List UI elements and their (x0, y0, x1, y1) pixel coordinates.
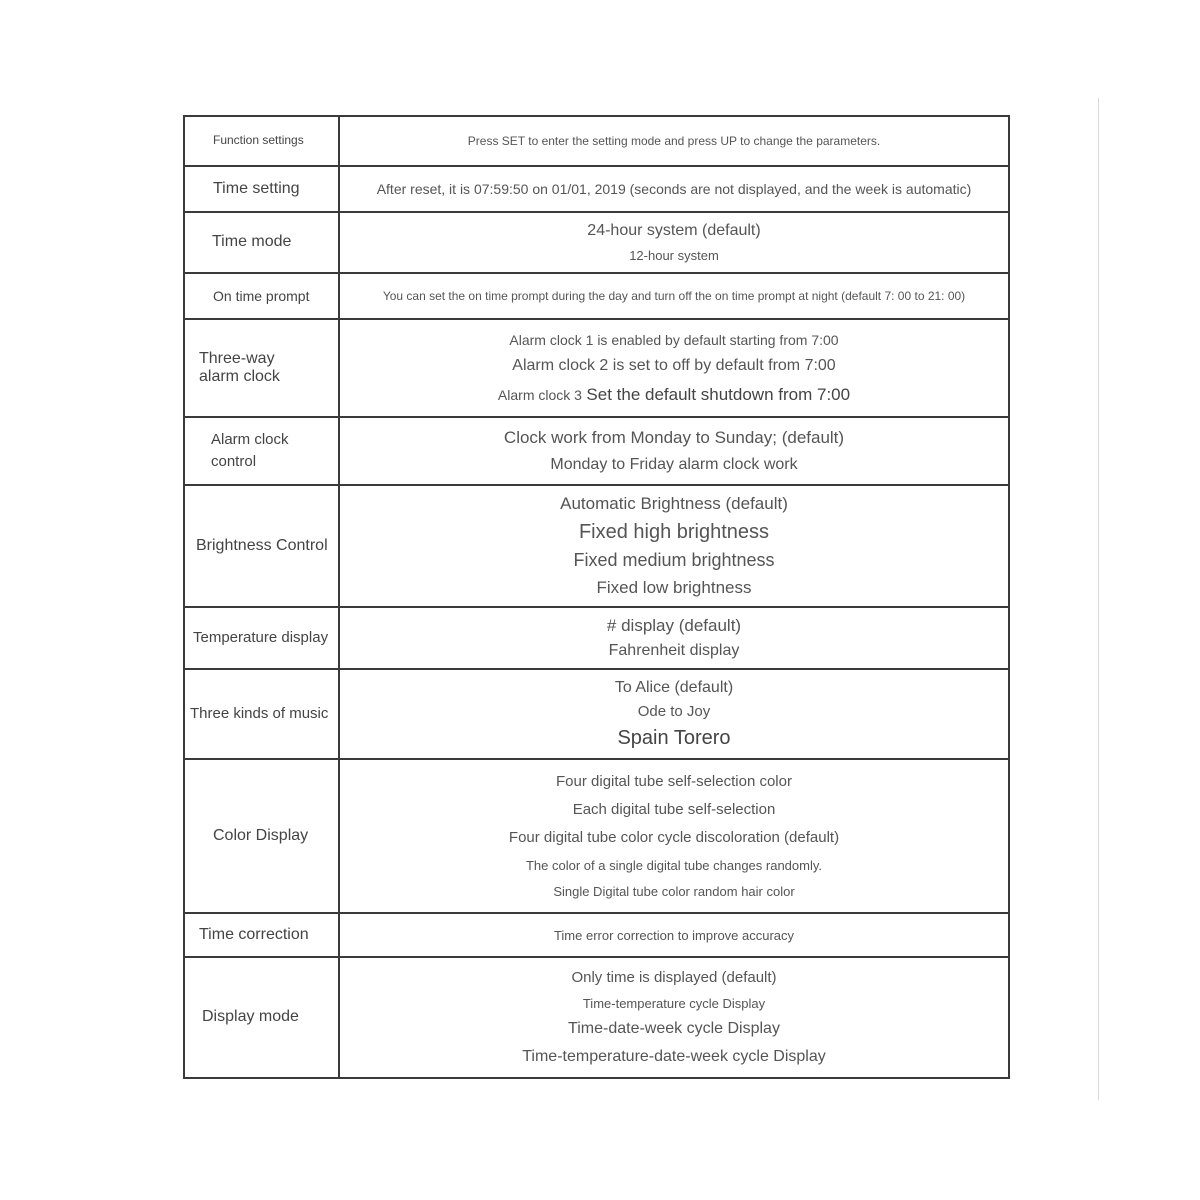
option-text: You can set the on time prompt during the day and turn off the on time prompt at night (default 7: 00 to 21: 00) (382, 289, 966, 303)
row-value-on-time-prompt (340, 274, 1008, 318)
option-text: Automatic Brightness (default) (560, 494, 788, 514)
row-value-three-kinds-of-music (340, 670, 1008, 758)
option-text: After reset, it is 07:59:50 on 01/01, 2019 (seconds are not displayed, and the week is automatic) (376, 181, 972, 197)
option-text: Clock work from Monday to Sunday; (default) (503, 428, 845, 447)
option-text: Fahrenheit display (608, 642, 740, 659)
option-text: Four digital tube self-selection color (556, 773, 792, 791)
option-text: Four digital tube color cycle discoloration (default) (508, 829, 840, 847)
function-settings-table (183, 115, 1010, 1079)
option-text: Monday to Friday alarm clock work (550, 456, 798, 473)
row-value-temperature-display (340, 608, 1008, 668)
option-text: Single Digital tube color random hair color (553, 883, 795, 899)
option-text: Spain Torero (617, 726, 731, 749)
option-text: Fixed medium brightness (573, 550, 775, 571)
table-row-display-mode (185, 956, 1008, 1077)
row-label-function-settings: Function settings (185, 117, 340, 165)
row-label-time-mode: Time mode (185, 213, 340, 272)
option-text: Fixed low brightness (596, 577, 752, 597)
option-text-part: Alarm clock 3 (497, 386, 582, 403)
table-row-three-kinds-of-music (185, 668, 1008, 758)
option-text: Ode to Joy (637, 703, 711, 720)
table-row-on-time-prompt (185, 272, 1008, 318)
row-label-on-time-prompt: On time prompt (185, 274, 340, 318)
row-label-line: Three-way (199, 349, 275, 367)
row-label-alarm-clock-control (185, 418, 340, 484)
row-label-time-setting: Time setting (185, 167, 340, 211)
row-value-display-mode (340, 958, 1008, 1077)
row-value-time-correction (340, 914, 1008, 956)
row-label-brightness-control: Brightness Control (185, 486, 340, 606)
row-label-three-kinds-of-music: Three kinds of music (185, 670, 340, 758)
table-row-time-correction (185, 912, 1008, 956)
option-text: Only time is displayed (default) (571, 969, 777, 987)
row-value-color-display (340, 760, 1008, 912)
row-label-line: Alarm clock (211, 430, 289, 448)
row-label-display-mode: Display mode (185, 958, 340, 1077)
table-row-three-way-alarm-clock (185, 318, 1008, 416)
option-text: # display (default) (606, 616, 742, 635)
table-row-color-display (185, 758, 1008, 912)
option-text: Alarm clock 2 is set to off by default from 7:00 (512, 357, 836, 374)
row-value-function-settings (340, 117, 1008, 165)
row-label-time-correction: Time correction (185, 914, 340, 956)
row-label-temperature-display: Temperature display (185, 608, 340, 668)
option-text: Time error correction to improve accuracy (553, 927, 795, 943)
table-row-function-settings (185, 117, 1008, 165)
option-text: 24-hour system (default) (587, 222, 761, 240)
row-label-color-display: Color Display (185, 760, 340, 912)
option-text: Time-temperature cycle Display (582, 995, 766, 1011)
table-row-time-setting (185, 165, 1008, 211)
option-text: 12-hour system (629, 247, 719, 263)
table-row-brightness-control (185, 484, 1008, 606)
page-divider-line (1098, 98, 1099, 1100)
option-text: Time-date-week cycle Display (568, 1020, 780, 1038)
row-value-three-way-alarm-clock (340, 320, 1008, 416)
table-row-temperature-display (185, 606, 1008, 668)
option-text: Each digital tube self-selection (572, 801, 776, 819)
option-text: The color of a single digital tube changes randomly. (525, 857, 823, 873)
option-text: Alarm clock 1 is enabled by default starting from 7:00 (509, 331, 839, 348)
row-value-brightness-control (340, 486, 1008, 606)
option-text-mixed (498, 385, 850, 405)
table-row-time-mode (185, 211, 1008, 272)
option-text: To Alice (default) (614, 678, 734, 696)
option-text: Fixed high brightness (578, 520, 770, 543)
row-value-time-setting (340, 167, 1008, 211)
row-value-time-mode (340, 213, 1008, 272)
table-row-alarm-clock-control (185, 416, 1008, 484)
option-text-part: Set the default shutdown from 7:00 (586, 384, 851, 404)
row-value-alarm-clock-control (340, 418, 1008, 484)
row-label-line: control (211, 453, 257, 470)
row-label-three-way-alarm-clock (185, 320, 340, 416)
row-label-line: alarm clock (199, 368, 280, 385)
option-text: Time-temperature-date-week cycle Display (522, 1047, 826, 1065)
option-text: Press SET to enter the setting mode and press UP to change the parameters. (467, 134, 881, 148)
